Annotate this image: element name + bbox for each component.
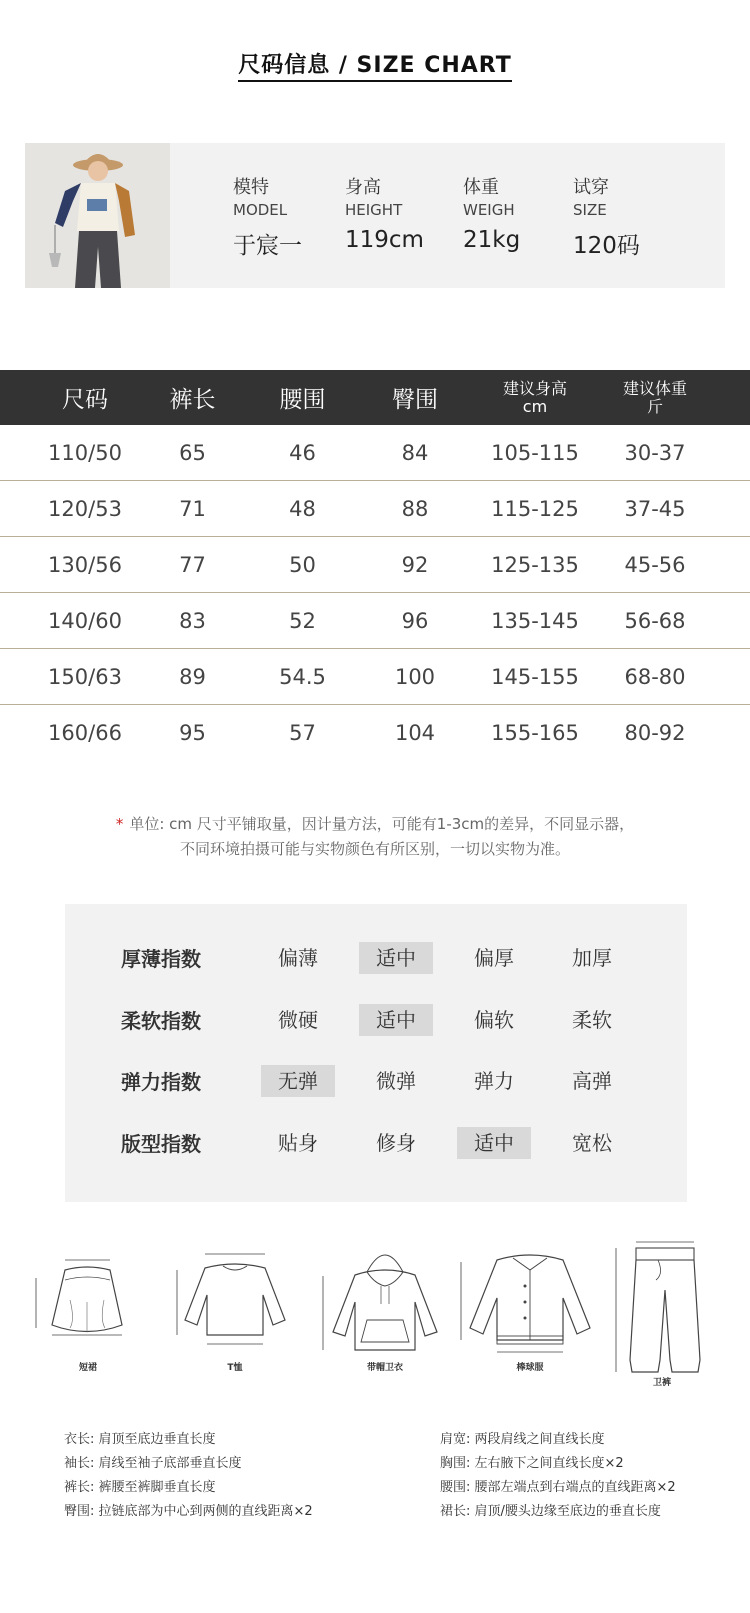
header-cell: 裤长: [169, 387, 216, 413]
table-cell: 92: [401, 553, 429, 577]
table-cell: 115-125: [491, 497, 579, 521]
index-label: 柔软指数: [121, 1009, 201, 1033]
table-cell: 65: [179, 441, 206, 465]
index-option: 微弹: [376, 1069, 416, 1093]
table-cell: 95: [179, 721, 206, 745]
table-cell: 46: [289, 441, 316, 465]
table-row: [0, 425, 750, 481]
table-cell: 120/53: [48, 497, 122, 521]
definitions-left: [64, 1428, 313, 1524]
garment-label-tshirt: T恤: [227, 1363, 243, 1373]
definitions-right: [440, 1428, 676, 1524]
header-cell: 尺码: [62, 387, 108, 413]
table-cell: 135-145: [491, 609, 579, 633]
table-row: [0, 593, 750, 649]
table-cell: 96: [401, 609, 429, 633]
table-cell: 150/63: [48, 665, 122, 689]
garment-label-skirt: 短裙: [78, 1363, 97, 1373]
header-cell: 腰围: [279, 387, 326, 413]
index-option: 偏厚: [474, 946, 514, 970]
definition-item: 袖长: 肩线至袖子底部垂直长度: [64, 1456, 242, 1471]
table-cell: 68-80: [624, 665, 686, 689]
table-cell: 155-165: [491, 721, 579, 745]
garment-diagrams: [30, 1240, 730, 1415]
definition-item: 臀围: 拉链底部为中心到两侧的直线距离×2: [64, 1504, 313, 1519]
measurement-note: [0, 812, 750, 862]
table-cell: 140/60: [48, 609, 122, 633]
table-cell: 100: [394, 665, 436, 689]
definition-item: 胸围: 左右腋下之间直线长度×2: [440, 1456, 624, 1471]
table-cell: 52: [289, 609, 316, 633]
table-cell: 104: [394, 721, 436, 745]
definition-item: 腰围: 腰部左端点到右端点的直线距离×2: [440, 1480, 676, 1495]
index-option-selected: 适中: [457, 1127, 531, 1159]
table-cell: 54.5: [279, 665, 326, 689]
model-col-name: 模特 MODEL 于宸一: [233, 177, 302, 259]
table-cell: 130/56: [48, 553, 122, 577]
index-option: 微硬: [278, 1008, 318, 1032]
table-cell: 57: [289, 721, 316, 745]
table-cell: 56-68: [624, 609, 686, 633]
index-option-selected: 无弹: [261, 1065, 335, 1097]
table-cell: 88: [401, 497, 429, 521]
index-row: [65, 1065, 687, 1099]
index-label: 厚薄指数: [121, 947, 201, 971]
page-title: 尺码信息 / SIZE CHART: [0, 48, 750, 79]
table-row: [0, 481, 750, 537]
table-cell: 160/66: [48, 721, 122, 745]
header-cell: 建议体重 斤: [622, 378, 687, 416]
table-cell: 77: [179, 553, 206, 577]
table-cell: 50: [289, 553, 316, 577]
index-row: [65, 942, 687, 976]
index-option: 高弹: [572, 1069, 612, 1093]
index-label: 版型指数: [121, 1132, 201, 1156]
definition-item: 肩宽: 两段肩线之间直线长度: [440, 1432, 605, 1447]
index-row: [65, 1004, 687, 1038]
table-cell: 30-37: [624, 441, 686, 465]
index-option: 柔软: [572, 1008, 612, 1032]
note-star: *: [115, 815, 124, 833]
table-cell: 145-155: [491, 665, 579, 689]
header-cell: 建议身高 cm: [502, 378, 567, 416]
note-line-2: 不同环境拍摄可能与实物颜色有所区别，一切以实物为准。: [179, 840, 570, 858]
index-option: 偏软: [474, 1008, 514, 1032]
table-cell: 83: [179, 609, 206, 633]
index-row: [65, 1127, 687, 1161]
table-row: [0, 705, 750, 761]
garment-label-hoodie: 带帽卫衣: [366, 1363, 403, 1373]
definition-item: 裙长: 肩顶/腰头边缘至底边的垂直长度: [440, 1504, 661, 1519]
table-cell: 89: [179, 665, 206, 689]
table-cell: 71: [179, 497, 206, 521]
model-col-height: 身高 HEIGHT 119cm: [345, 177, 424, 253]
fabric-index-panel: [65, 904, 687, 1202]
table-cell: 125-135: [491, 553, 579, 577]
size-table-body: [0, 425, 750, 761]
definition-item: 裤长: 裤腰至裤脚垂直长度: [64, 1480, 216, 1495]
table-cell: 48: [289, 497, 316, 521]
table-cell: 110/50: [48, 441, 122, 465]
garment-label-pants: 卫裤: [652, 1378, 671, 1388]
index-option: 宽松: [572, 1131, 612, 1155]
size-table-header: [0, 370, 750, 425]
index-option: 偏薄: [278, 946, 318, 970]
index-option-selected: 适中: [359, 1004, 433, 1036]
garment-label-jacket: 棒球服: [516, 1363, 544, 1373]
header-cell: 臀围: [392, 387, 438, 413]
note-line-1: 单位: cm 尺寸平铺取量，因计量方法，可能有1-3cm的差异，不同显示器，: [129, 815, 635, 833]
table-row: [0, 649, 750, 705]
index-option: 弹力: [474, 1069, 514, 1093]
index-label: 弹力指数: [121, 1070, 201, 1094]
table-cell: 84: [401, 441, 429, 465]
table-cell: 45-56: [624, 553, 686, 577]
sweatpants-diagram: [608, 1240, 718, 1390]
index-option: 贴身: [278, 1131, 318, 1155]
table-cell: 105-115: [491, 441, 579, 465]
table-row: [0, 537, 750, 593]
model-col-size: 试穿 SIZE 120码: [573, 177, 640, 259]
index-option: 加厚: [572, 946, 612, 970]
index-option: 修身: [376, 1131, 416, 1155]
index-option-selected: 适中: [359, 942, 433, 974]
table-cell: 80-92: [624, 721, 686, 745]
model-col-weight: 体重 WEIGH 21kg: [463, 177, 521, 253]
table-cell: 37-45: [624, 497, 686, 521]
definition-item: 衣长: 肩顶至底边垂直长度: [64, 1432, 216, 1447]
model-photo: [25, 143, 170, 288]
model-info-panel: [25, 143, 725, 288]
size-table: [0, 370, 750, 761]
